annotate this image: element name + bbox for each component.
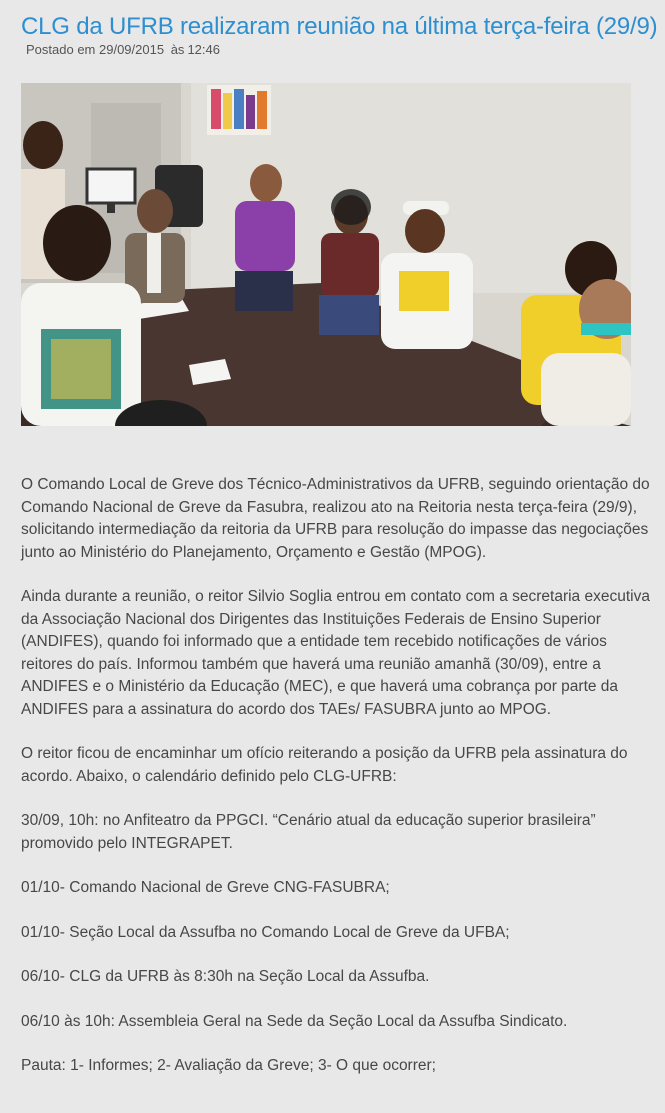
posted-separator: às (170, 42, 185, 57)
post-meta (26, 42, 220, 58)
paragraph-andifes: Ainda durante a reunião, o reitor Silvio Soglia entrou em contato com a secretaria executiva da Associação Nacional dos Dirigentes das Instituições Federais de Ensino Superior (ANDIFES), quando foi informado que a entidade tem recebido notificações de vários reitores do país. Informou também que haverá uma reunião amanhã (30/09), entre a ANDIFES e o Ministério da Educação (MEC), e que haverá uma cobrança por parte da ANDIFES para a assinatura do acordo dos TAEs/ FASUBRA junto ao MPOG. (21, 588, 650, 718)
calendar-item: 06/10 às 10h: Assembleia Geral na Sede da Seção Local da Assufba Sindicato. (21, 1012, 568, 1030)
post-title[interactable]: CLG da UFRB realizaram reunião na última terça-feira (29/9) (21, 13, 658, 40)
calendar-item: 01/10- Seção Local da Assufba no Comando Local de Greve da UFBA; (21, 923, 510, 941)
calendar-item: 01/10- Comando Nacional de Greve CNG-FASUBRA; (21, 879, 390, 896)
calendar-item: 06/10- CLG da UFRB às 8:30h na Seção Local da Assufba. (21, 968, 430, 985)
meeting-photo (21, 83, 631, 426)
meeting-photo-illustration (21, 83, 631, 426)
post-content (21, 474, 651, 1100)
paragraph-intro: O Comando Local de Greve dos Técnico-Administrativos da UFRB, seguindo orientação do Comando Nacional de Greve da Fasubra, realizou ato na Reitoria nesta terça-feira (29/9), solicitando intermediação da reitoria da UFRB para resolução do impasse das negociações junto ao Ministério do Planejamento, Orçamento e Gestão (MPOG). (21, 476, 650, 561)
paragraph-calendar-intro: O reitor ficou de encaminhar um ofício reiterando a posição da UFRB pela assinatura do acordo. Abaixo, o calendário definido pelo CLG-UFRB: (21, 745, 628, 785)
posted-time: 12:46 (187, 42, 220, 57)
agenda-paragraph: Pauta: 1- Informes; 2- Avaliação da Greve; 3- O que ocorrer; (21, 1057, 436, 1074)
posted-prefix: Postado em (26, 42, 96, 57)
calendar-item: 30/09, 10h: no Anfiteatro da PPGCI. “Cenário atual da educação superior brasileira” promovido pelo INTEGRAPET. (21, 812, 596, 852)
posted-date: 29/09/2015 (99, 42, 165, 57)
